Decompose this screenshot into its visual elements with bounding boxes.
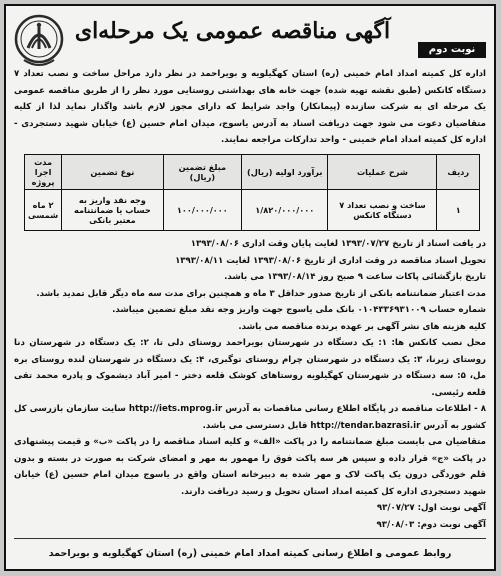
second-publication-date: آگهی نوبت دوم: ۹۳/۰۸/۰۳ — [376, 519, 486, 530]
publication-costs: کلیه هزینه های نشر آگهی بر عهده برنده مناقصه می باشد. — [238, 321, 486, 332]
column-header-guarantee-type: نوع تضمین — [62, 155, 163, 190]
footer-divider — [14, 538, 486, 539]
column-header-description: شرح عملیات — [328, 155, 437, 190]
column-header-duration: مدت اجرا پروژه — [25, 155, 62, 190]
round-badge: نوبت دوم — [418, 42, 486, 58]
relief-committee-emblem-icon — [14, 14, 64, 72]
first-publication-date: آگهی نوبت اول: ۹۳/۰۷/۲۷ — [376, 503, 486, 513]
column-header-estimate: برآورد اولیه (ریال) — [242, 155, 328, 190]
notice-title: آگهی مناقصه عمومی یک مرحله‌ای — [74, 18, 391, 44]
intro-paragraph: اداره کل کمیته امداد امام خمینی (ره) استان کهگیلویه و بویراحمد در نظر دارد مراحل ساخت و نصب تعداد ۷ دستگاه کانکس (طبق نقشه تهیه شده) جهت خانه های بهداشتی روستایی مورد نظر را از طریق مناقصه عمومی یک مرحله ای به شرکت سازنده (پیمانکار) واجد شرایط که دارای مجوز لازم باشد واگذار نماید لذا از کلیه متقاضیان دعوت می شود جهت دریافت اسناد به آدرس یاسوج، میدان امام حسین (ع) خیابان شهید دستجردی - اداره کل کمیته امداد امام خمینی - واحد تدارکات مراجعه نمایند. — [14, 69, 486, 145]
cell-estimate: ۱/۸۲۰/۰۰۰/۰۰۰ — [242, 190, 328, 231]
cell-description: ساخت و نصب تعداد ۷ دستگاه کانکس — [328, 190, 437, 231]
footer-publisher: روابط عمومی و اطلاع رسانی کمیته امداد امام خمینی (ره) استان کهگیلویه و بویراحمد — [48, 548, 452, 559]
bank-account: شماره حساب ۰۱۰۴۳۳۶۹۳۱۰۰۹ بانک ملی یاسوج جهت واریز وجه نقد مبلغ تضمین میباشد. — [112, 305, 486, 315]
documents-receipt-date: در یافت اسناد از تاریخ ۱۳۹۳/۰۷/۲۷ لغایت پایان وقت اداری ۱۳۹۳/۰۸/۰۶ — [190, 239, 486, 249]
cell-guarantee-amount: ۱۰۰/۰۰۰/۰۰۰ — [163, 190, 241, 231]
table-header-row — [25, 155, 480, 190]
tender-table — [24, 154, 480, 231]
info-websites: ۸ - اطلاعات مناقصه در پایگاه اطلاع رسانی مناقصات به آدرس http://iets.mprog.ir سایت سازمان بازرسی کل کشور به آدرس http://tendar.bazrasi.ir قابل دسترسی می باشد. — [14, 404, 487, 431]
table-row — [25, 190, 480, 231]
cell-row-number: ۱ — [437, 190, 480, 231]
guarantee-validity: مدت اعتبار ضمانتنامه بانکی از تاریخ صدور حداقل ۳ ماه و همچنین برای مدت سه ماه دیگر قابل تمدید باشد. — [36, 288, 486, 299]
documents-submission-date: تحویل اسناد مناقصه در وقت اداری از تاریخ ۱۳۹۳/۰۸/۰۶ لغایت ۱۳۹۳/۰۸/۱۱ — [175, 255, 486, 266]
tender-notice — [4, 4, 496, 571]
details-section — [14, 236, 486, 533]
cell-duration: ۲ ماه شمسی — [25, 190, 62, 231]
envelope-instructions: متقاضیان می بایست مبلغ ضمانتنامه را در پاکت «الف» و کلیه اسناد مناقصه را در پاکت «ب» و قیمت پیشنهادی در پاکت «ج» قرار داده و سپس هر سه پاکت فوق را مهمور به مهر و امضای شرکت به صورت در بسته و بدون قلم خوردگی درون یک پاکت لاک و مهر شده به دبیرخانه استان واقع در یاسوج میدان امام حسین (ع) خیابان شهید دستجردی اداره کل کمیته امداد استان تحویل و رسید دریافت دارند. — [14, 437, 486, 497]
opening-date: تاریخ بازگشائی پاکات ساعت ۹ صبح روز ۱۳۹۳/۰۸/۱۴ می باشد. — [224, 272, 486, 282]
installation-locations: محل نصب کانکس ها: ۱: یک دستگاه در شهرستان بویراحمد روستای دلی تا، ۲: یک دستگاه در شهرستان دنا روستای زیرنا، ۳: یک دستگاه در شهرستان چرام روستای توگبری، ۴: یک دستگاه در شهرستان لنده روستای بره مل، ۵: سه دستگاه در شهرستان کهگیلویه روستاهای کوشک قلعه دختر - امیر آباد دیشموک و پادره محمد تقی قلعه رئیسی. — [14, 338, 486, 398]
column-header-row-number: ردیف — [437, 155, 480, 190]
cell-guarantee-type: وجه نقد واریز به حساب یا ضمانتنامه معتبر بانکی — [62, 190, 163, 231]
column-header-guarantee-amount: مبلغ تضمین (ریال) — [163, 155, 241, 190]
